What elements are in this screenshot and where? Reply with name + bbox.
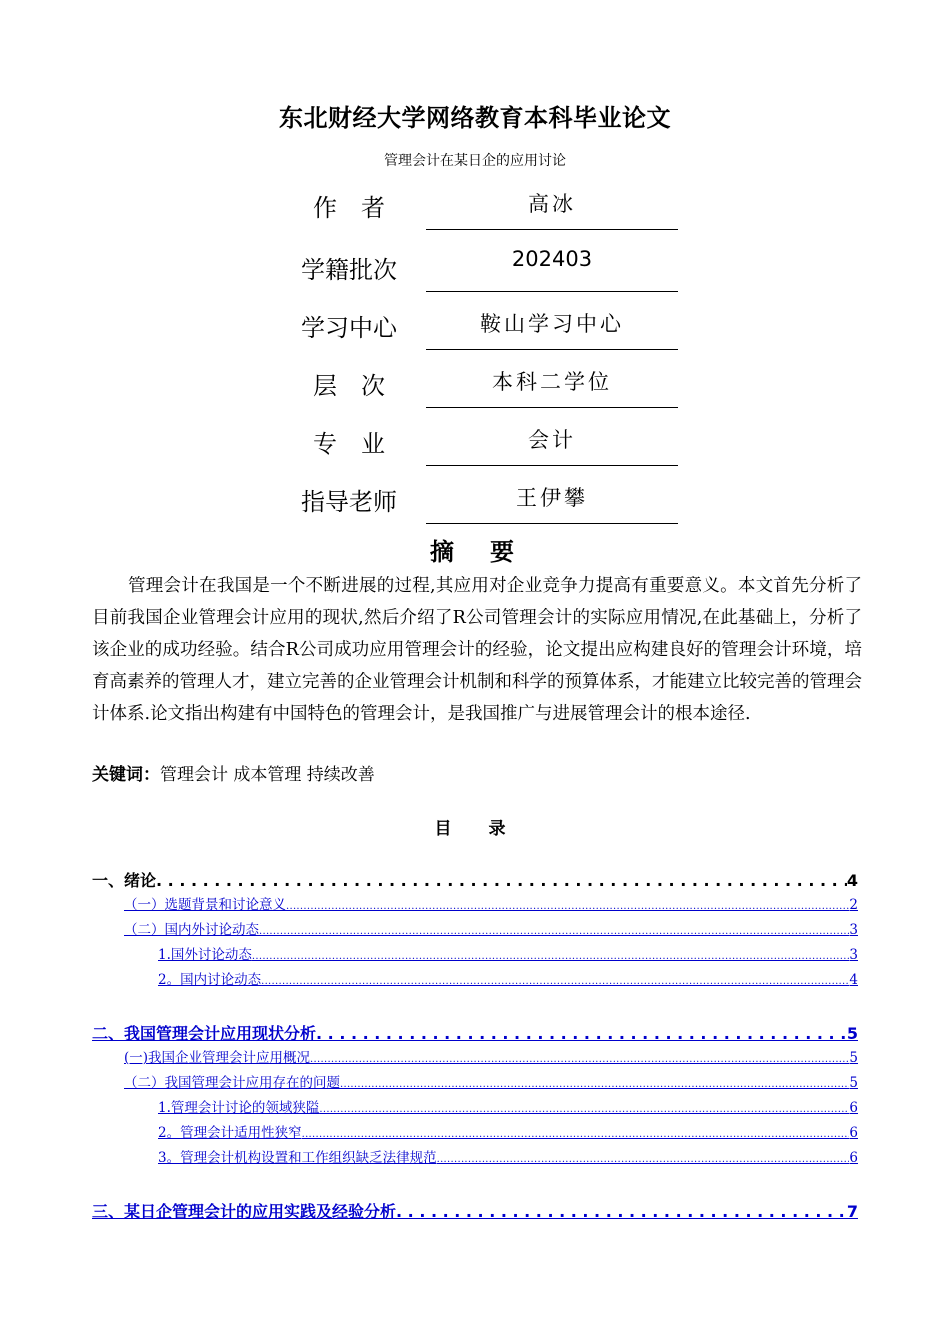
toc-entry-text: 1.管理会计讨论的领域狭隘: [158, 1100, 320, 1115]
toc-entry-level2[interactable]: [124, 918, 858, 937]
document-subtitle: 管理会计在某日企的应用讨论: [384, 153, 566, 169]
abstract-body: 管理会计在我国是一个不断进展的过程,其应用对企业竞争力提高有重要意义。本文首先分析了目前我国企业管理会计应用的现状,然后介绍了R公司管理会计的实际应用情况,在此基础上，分析了该企业的成功经验。结合R公司成功应用管理会计的经验，论文提出应构建良好的管理会计环境，培育高素养的管理人才，建立完善的企业管理会计机制和科学的预算体系，才能建立比较完善的管理会计体系.论文指出构建有中国特色的管理会计，是我国推广与进展管理会计的根本途径.: [92, 576, 862, 724]
underline: [426, 229, 678, 230]
toc-entry-text: 一、绪论: [92, 871, 157, 890]
keywords: [92, 760, 862, 785]
info-row-author: [290, 172, 680, 230]
toc-entry-text: （二）国内外讨论动态: [124, 922, 259, 937]
toc-entry-page: 5: [846, 1024, 858, 1043]
toc-entry-text: (一)我国企业管理会计应用概况: [124, 1050, 311, 1065]
toc-entry-page: 5: [849, 1075, 858, 1090]
toc-leader: [302, 1125, 850, 1140]
toc-entry-level1[interactable]: [92, 1199, 858, 1221]
info-value: 本科二学位: [492, 370, 612, 394]
toc-entry-page: 3: [849, 947, 858, 962]
info-label: 作 者: [313, 194, 385, 222]
toc-entry-level3[interactable]: [158, 943, 858, 962]
toc-entry-text: 1.国外讨论动态: [158, 947, 252, 962]
toc-entry-level3[interactable]: [158, 1096, 858, 1115]
toc-entry-text: 二、我国管理会计应用现状分析: [92, 1024, 317, 1043]
toc-entry-page: 3: [849, 922, 858, 937]
toc-entry-text: 2。管理会计适用性狭窄: [158, 1125, 302, 1140]
toc-entry-page: 2: [849, 897, 858, 912]
toc-entry-level3[interactable]: [158, 1121, 858, 1140]
info-label: 专 业: [313, 430, 385, 458]
toc-entry-level2[interactable]: [124, 1046, 858, 1065]
toc-entry-text: （一）选题背景和讨论意义: [124, 897, 286, 912]
toc-entry-page: 6: [849, 1150, 858, 1165]
toc-leader: [396, 1202, 847, 1221]
info-row-advisor: [290, 466, 680, 524]
info-value: 王伊攀: [516, 486, 588, 510]
info-row-batch: [290, 234, 680, 292]
toc-leader: [252, 947, 850, 962]
info-label: 学习中心: [301, 314, 397, 342]
toc-leader: [156, 871, 847, 890]
toc-entry-page: 6: [849, 1100, 858, 1115]
toc-entry-level2[interactable]: [124, 1071, 858, 1090]
toc-entry-page: 5: [849, 1050, 858, 1065]
document-title: 东北财经大学网络教育本科毕业论文: [279, 104, 671, 132]
toc-entry-level3[interactable]: [158, 968, 858, 987]
toc-heading: 目 录: [434, 819, 516, 839]
toc-leader: [310, 1050, 849, 1065]
toc-entry-page: 4: [846, 871, 858, 890]
info-value: 鞍山学习中心: [480, 312, 624, 336]
toc-leader: [286, 897, 849, 912]
info-value: 202403: [511, 247, 593, 271]
toc-leader: [261, 972, 849, 987]
keywords-label: 关键词：: [92, 765, 160, 785]
toc-entry-level2[interactable]: [124, 893, 858, 912]
toc-leader: [437, 1150, 850, 1165]
info-label: 学籍批次: [301, 256, 397, 284]
toc-entry-level1[interactable]: [92, 868, 858, 890]
keywords-text: 管理会计 成本管理 持续改善: [160, 765, 375, 785]
underline: [426, 523, 678, 524]
toc-entry-text: （二）我国管理会计应用存在的问题: [124, 1075, 340, 1090]
toc-entry-level3[interactable]: [158, 1146, 858, 1165]
info-value: 会计: [528, 428, 576, 452]
toc-leader: [340, 1075, 849, 1090]
toc-leader: [319, 1100, 849, 1115]
toc-leader: [259, 922, 849, 937]
abstract-heading: 摘 要: [430, 538, 520, 566]
info-label: 层 次: [313, 372, 385, 400]
toc-entry-page: 7: [846, 1202, 858, 1221]
info-row-center: [290, 292, 680, 350]
toc-entry-text: 三、某日企管理会计的应用实践及经验分析: [92, 1202, 397, 1221]
toc-entry-text: 3。管理会计机构设置和工作组织缺乏法律规范: [158, 1150, 437, 1165]
info-value: 高冰: [528, 192, 576, 216]
toc-entry-page: 6: [849, 1125, 858, 1140]
toc-entry-page: 4: [849, 972, 858, 987]
toc-leader: [316, 1024, 847, 1043]
toc-entry-text: 2。国内讨论动态: [158, 972, 262, 987]
toc-entry-level1[interactable]: [92, 1021, 858, 1043]
info-row-level: [290, 350, 680, 408]
info-row-major: [290, 408, 680, 466]
info-label: 指导老师: [301, 488, 397, 516]
